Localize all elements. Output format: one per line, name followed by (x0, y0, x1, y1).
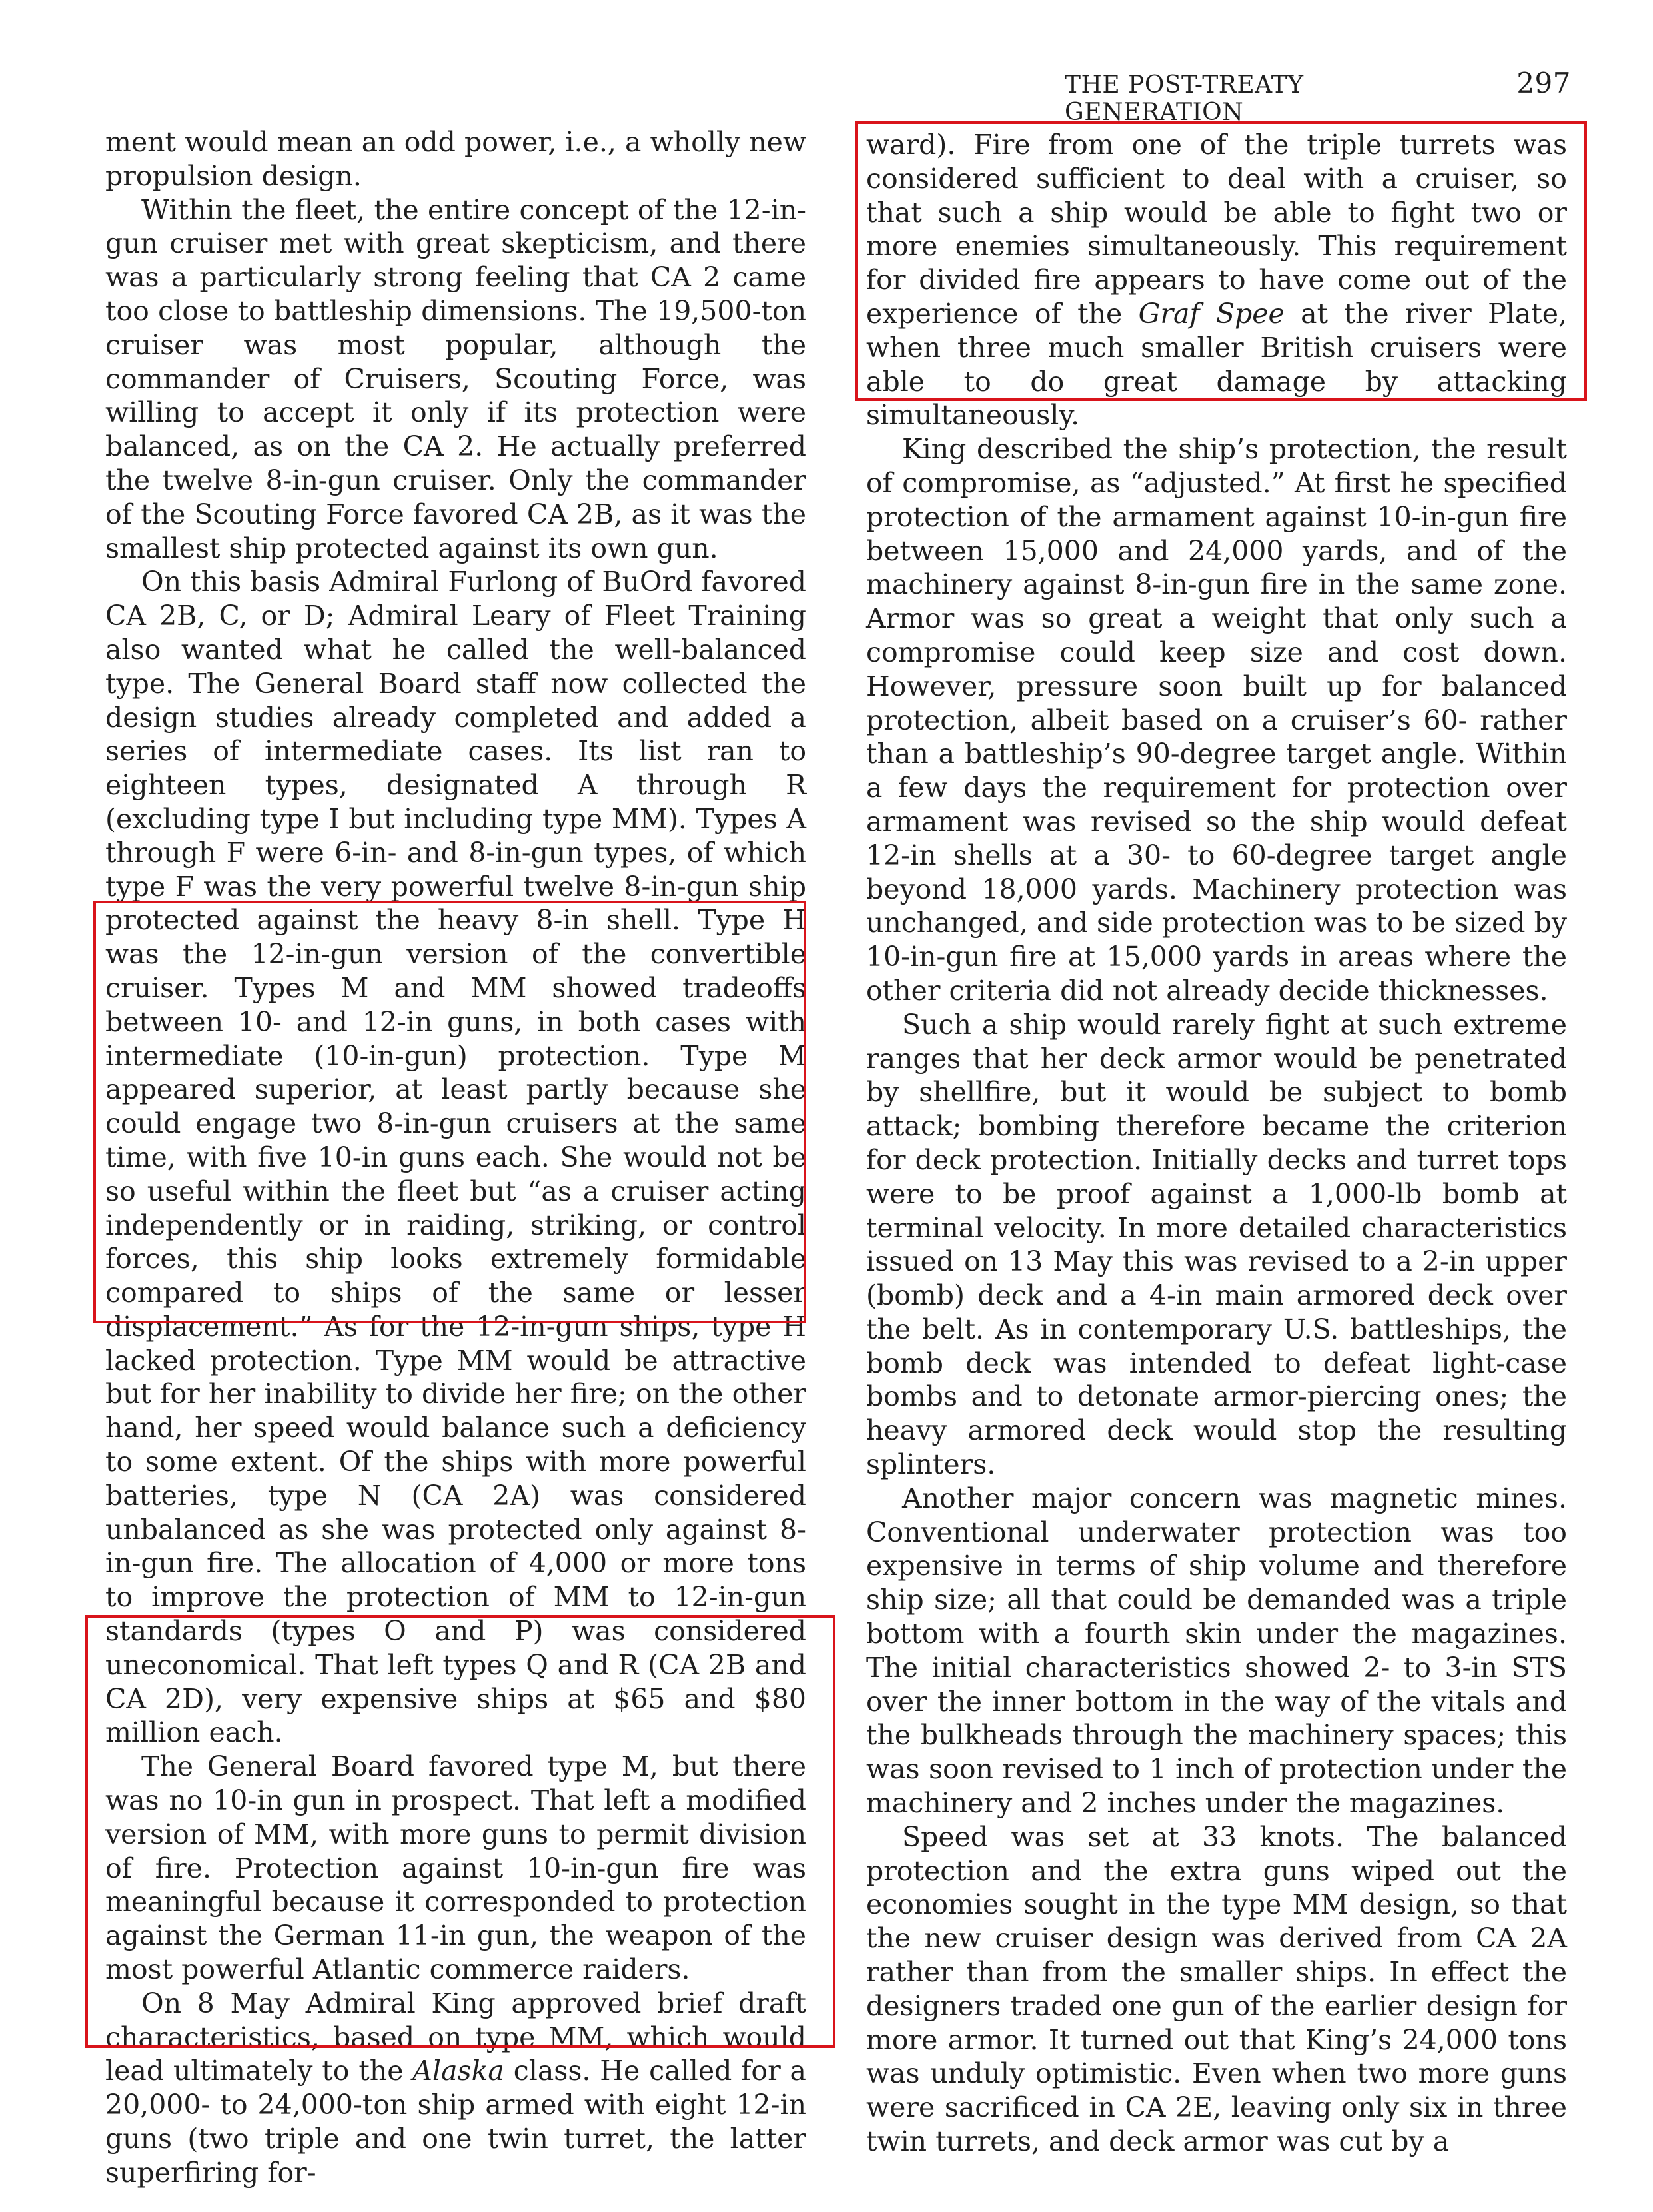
running-title: THE POST-TREATY GENERATION (1065, 71, 1304, 126)
right-column (866, 128, 1567, 2158)
paragraph (105, 1987, 806, 2190)
ship-name-italic: Alaska (412, 2055, 504, 2087)
running-header (1065, 67, 1571, 126)
paragraph: ment would mean an odd power, i.e., a wholly new propulsion design. (105, 126, 806, 192)
paragraph: The General Board favored type M, but there was no 10-in gun in prospect. That left a modified version of MM, with more guns to permit division of fire. Protection against 10-in-gun fire was meaningful because it corresponded to protection against the German 11-in gun, the weapon of the most powerful Atlantic commerce raiders. (105, 1750, 806, 1986)
text-run: ward). Fire from one of the triple turrets was considered sufficient to deal with a cruiser, so that such a ship would be able to fight two or more enemies simultaneously. This requirement for divided fire appears to have come out of the experience of the (866, 129, 1567, 330)
text-run: class. He called for a 20,000- to 24,000-ton ship armed with eight 12-in guns (two triple and one twin turret, the latter superfiring for- (105, 2055, 807, 2189)
paragraph: Speed was set at 33 knots. The balanced protection and the extra guns wiped out the economies sought in the type MM design, so that the new cruiser design was derived from CA 2A rather than from the smaller ships. In effect the designers traded one gun of the earlier design for more armor. It turned out that King’s 24,000 tons was unduly optimistic. Even when two more guns were sacrificed in CA 2E, leaving only six in three twin turrets, and deck armor was cut by a (866, 1820, 1567, 2158)
paragraph: Within the fleet, the entire concept of the 12-in-gun cruiser met with great skepticism, and there was a particularly strong feeling that CA 2 came too close to battleship dimensions. The 19,500-ton cruiser was most popular, although the commander of Cruisers, Scouting Force, was willing to accept it only if its protection were balanced, as on the CA 2. He actually preferred the twelve 8-in-gun cruiser. Only the commander of the Scouting Force favored CA 2B, as it was the smallest ship protected against its own gun. (105, 193, 806, 564)
left-column (105, 125, 807, 2189)
paragraph (866, 128, 1567, 432)
paragraph: On this basis Admiral Furlong of BuOrd favored CA 2B, C, or D; Admiral Leary of Fleet Training also wanted what he called the well-balanced type. The General Board staff now collected the design studies already completed and added a series of intermediate cases. Its list ran to eighteen types, designated A through R (excluding type I but including type MM). Types A through F were 6-in- and 8-in-gun types, of which type F was the very powerful twelve 8-in-gun ship protected against the heavy 8-in shell. Type H was the 12-in-gun version of the convertible cruiser. Types M and MM showed tradeoffs between 10- and 12-in guns, in both cases with intermediate (10-in-gun) protection. Type M appeared superior, at least partly because she could engage two 8-in-gun cruisers at the same time, with five 10-in guns each. She would not be so useful within the fleet but “as a cruiser acting independently or in raiding, striking, or control forces, this ship looks extremely formidable compared to ships of the same or lesser displacement.” As for the 12-in-gun ships, type H lacked protection. Type MM would be attractive but for her inability to divide her fire; on the other hand, her speed would balance such a deficiency to some extent. Of the ships with more powerful batteries, type N (CA 2A) was considered unbalanced as she was protected only against 8-in-gun fire. The allocation of 4,000 or more tons to improve the protection of MM to 12-in-gun standards (types O and P) was considered uneconomical. That left types Q and R (CA 2B and CA 2D), very expensive ships at $65 and $80 million each. (105, 566, 806, 1749)
text-run: at the river Plate, when three much smaller British cruisers were able to do great damage by attacking simultaneously. (866, 297, 1567, 432)
paragraph: King described the ship’s protection, the result of compromise, as “adjusted.” At first he specified protection of the armament against 10-in-gun fire between 15,000 and 24,000 yards, and of the machinery against 8-in-gun fire in the same zone. Armor was so great a weight that only such a compromise could keep size and cost down. However, pressure soon built up for balanced protection, albeit based on a cruiser’s 60- rather than a battleship’s 90-degree target angle. Within a few days the requirement for protection over armament was revised so the ship would defeat 12-in shells at a 30- to 60-degree target angle beyond 18,000 yards. Machinery protection was unchanged, and side protection was to be sized by 10-in-gun fire at 15,000 yards in areas where the other criteria did not already decide thicknesses. (866, 433, 1567, 1007)
page-number: 297 (1516, 67, 1571, 99)
paragraph: Another major concern was magnetic mines. Conventional underwater protection was too expensive in terms of ship volume and therefore ship size; all that could be demanded was a triple bottom with a fourth skin under the magazines. The initial characteristics showed 2- to 3-in STS over the inner bottom in the way of the vitals and the bulkheads through the machinery spaces; this was soon revised to 1 inch of protection under the machinery and 2 inches under the magazines. (866, 1482, 1567, 1820)
text-run: On 8 May Admiral King approved brief draft characteristics, based on type MM, which would lead ultimately to the (105, 1987, 806, 2087)
paragraph: Such a ship would rarely fight at such extreme ranges that her deck armor would be penetrated by shellfire, but it would be subject to bomb attack; bombing therefore became the criterion for deck protection. Initially decks and turret tops were to be proof against a 1,000-lb bomb at terminal velocity. In more detailed characteristics issued on 13 May this was revised to a 2-in upper (bomb) deck and a 4-in main armored deck over the belt. As in contemporary U.S. battleships, the bomb deck was intended to defeat light-case bombs and to detonate armor-piercing ones; the heavy armored deck would stop the resulting splinters. (866, 1008, 1567, 1481)
ship-name-italic: Graf Spee (1138, 297, 1285, 330)
